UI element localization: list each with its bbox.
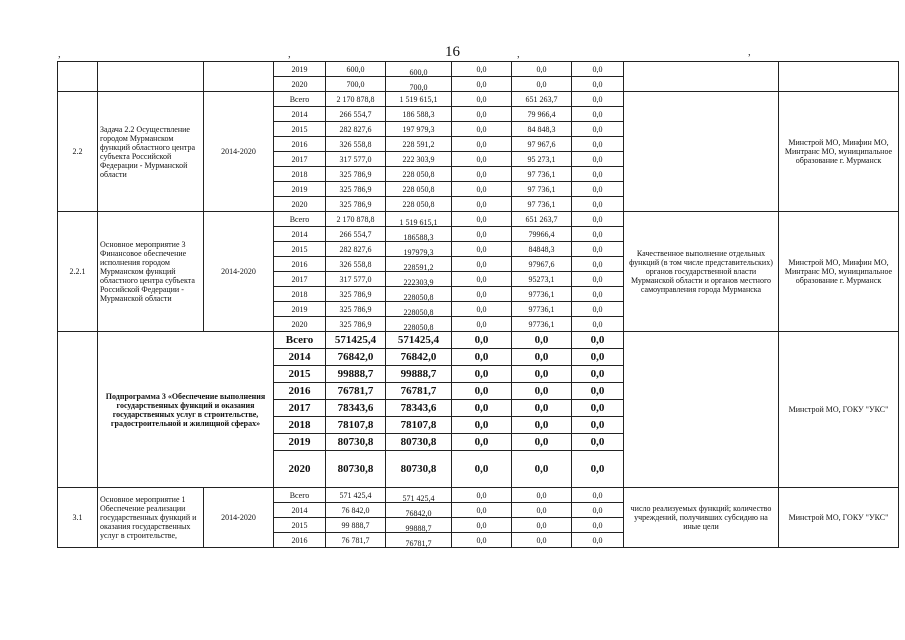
other-sources-cell: 0,0 <box>572 366 624 383</box>
federal-budget-cell: 0,0 <box>452 122 512 137</box>
regional-budget-cell: 222 303,9 <box>386 152 452 167</box>
other-sources-cell: 0,0 <box>572 182 624 197</box>
local-budget-cell: 97 736,1 <box>512 197 572 212</box>
regional-budget-cell <box>386 287 452 302</box>
name-cell: Основное мероприятие 3 Финансовое обеспечение исполнения городом Мурманском функций областного центра субъекта Российской Федерации - Мурманской области <box>98 212 204 332</box>
local-budget-cell: 79 966,4 <box>512 107 572 122</box>
regional-budget-cell: 76781,7 <box>386 383 452 400</box>
federal-budget-cell: 0,0 <box>452 77 512 92</box>
num-cell <box>58 62 98 92</box>
other-sources-cell: 0,0 <box>572 503 624 518</box>
federal-budget-cell: 0,0 <box>452 518 512 533</box>
other-sources-cell: 0,0 <box>572 167 624 182</box>
federal-budget-cell: 0,0 <box>452 167 512 182</box>
local-budget-cell: 0,0 <box>512 62 572 77</box>
local-budget-cell: 0,0 <box>512 417 572 434</box>
year-cell: 2016 <box>274 137 326 152</box>
regional-budget-cell <box>386 533 452 548</box>
total-cell: 325 786,9 <box>326 167 386 182</box>
page-number: 16 <box>445 44 460 60</box>
period-cell <box>204 62 274 92</box>
year-cell: 2019 <box>274 434 326 451</box>
other-sources-cell: 0,0 <box>572 533 624 548</box>
local-budget-cell: 651 263,7 <box>512 92 572 107</box>
federal-budget-cell: 0,0 <box>452 62 512 77</box>
regional-budget-cell: 228 050,8 <box>386 167 452 182</box>
total-cell: 326 558,8 <box>326 257 386 272</box>
local-budget-cell: 0,0 <box>512 533 572 548</box>
local-budget-cell: 0,0 <box>512 434 572 451</box>
regional-budget-cell: 99888,7 <box>386 366 452 383</box>
other-sources-cell: 0,0 <box>572 332 624 349</box>
local-budget-cell: 97 736,1 <box>512 167 572 182</box>
year-cell: Всего <box>274 488 326 503</box>
year-cell: 2015 <box>274 122 326 137</box>
table-row <box>58 332 899 349</box>
period-cell: 2014-2020 <box>204 212 274 332</box>
regional-budget-cell: 78107,8 <box>386 417 452 434</box>
other-sources-cell: 0,0 <box>572 518 624 533</box>
budget-table <box>57 61 899 548</box>
table-row <box>58 92 899 107</box>
regional-budget-cell: 228 591,2 <box>386 137 452 152</box>
local-budget-cell: 97736,1 <box>512 317 572 332</box>
other-sources-cell: 0,0 <box>572 257 624 272</box>
total-cell: 2 170 878,8 <box>326 92 386 107</box>
subprogram-name: Подпрограмма 3 «Обеспечение выполнения государственных функций и оказания государственных услуг в строительстве, градостроительной и жилищной сферах» <box>98 332 274 488</box>
local-budget-cell: 84 848,3 <box>512 122 572 137</box>
other-sources-cell: 0,0 <box>572 62 624 77</box>
local-budget-cell: 0,0 <box>512 383 572 400</box>
local-budget-cell: 95273,1 <box>512 272 572 287</box>
local-budget-cell: 0,0 <box>512 349 572 366</box>
regional-budget-cell <box>386 227 452 242</box>
total-cell: 282 827,6 <box>326 242 386 257</box>
regional-budget-cell <box>386 518 452 533</box>
local-budget-cell: 97967,6 <box>512 257 572 272</box>
federal-budget-cell: 0,0 <box>452 197 512 212</box>
year-cell: 2014 <box>274 349 326 366</box>
regional-budget-cell: 76842,0 <box>386 349 452 366</box>
other-sources-cell: 0,0 <box>572 92 624 107</box>
year-cell: Всего <box>274 212 326 227</box>
local-budget-cell: 97736,1 <box>512 302 572 317</box>
other-sources-cell: 0,0 <box>572 122 624 137</box>
year-cell: Всего <box>274 92 326 107</box>
table-row <box>58 62 899 77</box>
local-budget-cell: 0,0 <box>512 400 572 417</box>
scan-speck: , <box>58 48 61 60</box>
regional-budget-value: 228050,8 <box>403 322 434 332</box>
year-cell: 2019 <box>274 182 326 197</box>
local-budget-cell: 84848,3 <box>512 242 572 257</box>
year-cell: 2015 <box>274 242 326 257</box>
total-cell: 76781,7 <box>326 383 386 400</box>
regional-budget-cell: 228 050,8 <box>386 197 452 212</box>
result-cell <box>624 92 779 212</box>
total-cell: 325 786,9 <box>326 317 386 332</box>
regional-budget-cell: 1 519 615,1 <box>386 92 452 107</box>
name-cell: Задача 2.2 Осуществление городом Мурманском функций областного центра субъекта Российской Федерации - Мурманской области <box>98 92 204 212</box>
regional-budget-cell <box>386 272 452 287</box>
federal-budget-cell: 0,0 <box>452 212 512 227</box>
federal-budget-cell: 0,0 <box>452 317 512 332</box>
other-sources-cell: 0,0 <box>572 197 624 212</box>
year-cell: 2020 <box>274 317 326 332</box>
year-cell: 2018 <box>274 287 326 302</box>
year-cell: 2017 <box>274 400 326 417</box>
regional-budget-value: 228050,8 <box>403 292 434 302</box>
total-cell: 266 554,7 <box>326 107 386 122</box>
num-cell: 2.2.1 <box>58 212 98 332</box>
responsible-cell: Минстрой МО, ГОКУ "УКС" <box>779 332 899 488</box>
local-budget-cell: 651 263,7 <box>512 212 572 227</box>
federal-budget-cell: 0,0 <box>452 488 512 503</box>
total-cell: 78107,8 <box>326 417 386 434</box>
other-sources-cell: 0,0 <box>572 400 624 417</box>
year-cell: 2018 <box>274 417 326 434</box>
year-cell: 2016 <box>274 257 326 272</box>
federal-budget-cell: 0,0 <box>452 272 512 287</box>
regional-budget-cell <box>386 62 452 77</box>
federal-budget-cell: 0,0 <box>452 366 512 383</box>
local-budget-cell: 97736,1 <box>512 287 572 302</box>
responsible-cell: Минстрой МО, Минфин МО, Минтранс МО, муниципальное образование г. Мурманск <box>779 212 899 332</box>
federal-budget-cell: 0,0 <box>452 137 512 152</box>
responsible-cell: Минстрой МО, Минфин МО, Минтранс МО, муниципальное образование г. Мурманск <box>779 92 899 212</box>
year-cell: 2020 <box>274 451 326 488</box>
regional-budget-value: 99888,7 <box>405 523 432 533</box>
year-cell: 2017 <box>274 152 326 167</box>
federal-budget-cell: 0,0 <box>452 332 512 349</box>
federal-budget-cell: 0,0 <box>452 533 512 548</box>
local-budget-cell: 0,0 <box>512 332 572 349</box>
other-sources-cell: 0,0 <box>572 272 624 287</box>
table-body <box>58 62 899 548</box>
scan-speck: , <box>288 48 291 60</box>
regional-budget-cell <box>386 302 452 317</box>
other-sources-cell: 0,0 <box>572 212 624 227</box>
total-cell: 80730,8 <box>326 451 386 488</box>
year-cell: Всего <box>274 332 326 349</box>
num-cell: 3.1 <box>58 488 98 548</box>
other-sources-cell: 0,0 <box>572 349 624 366</box>
other-sources-cell: 0,0 <box>572 451 624 488</box>
regional-budget-cell: 80730,8 <box>386 451 452 488</box>
federal-budget-cell: 0,0 <box>452 287 512 302</box>
total-cell: 76 781,7 <box>326 533 386 548</box>
other-sources-cell: 0,0 <box>572 152 624 167</box>
local-budget-cell: 97 967,6 <box>512 137 572 152</box>
total-cell: 99888,7 <box>326 366 386 383</box>
federal-budget-cell: 0,0 <box>452 451 512 488</box>
regional-budget-value: 571 425,4 <box>402 493 435 503</box>
other-sources-cell: 0,0 <box>572 317 624 332</box>
local-budget-cell: 0,0 <box>512 503 572 518</box>
year-cell: 2020 <box>274 77 326 92</box>
total-cell: 600,0 <box>326 62 386 77</box>
year-cell: 2019 <box>274 302 326 317</box>
num-cell: 2.2 <box>58 92 98 212</box>
local-budget-cell: 79966,4 <box>512 227 572 242</box>
federal-budget-cell: 0,0 <box>452 107 512 122</box>
year-cell: 2016 <box>274 383 326 400</box>
total-cell: 326 558,8 <box>326 137 386 152</box>
regional-budget-value: 222303,9 <box>403 277 434 287</box>
total-cell: 325 786,9 <box>326 182 386 197</box>
federal-budget-cell: 0,0 <box>452 242 512 257</box>
period-cell: 2014-2020 <box>204 92 274 212</box>
total-cell: 325 786,9 <box>326 197 386 212</box>
other-sources-cell: 0,0 <box>572 287 624 302</box>
year-cell: 2019 <box>274 62 326 77</box>
total-cell: 317 577,0 <box>326 272 386 287</box>
local-budget-cell: 0,0 <box>512 451 572 488</box>
responsible-cell: Минстрой МО, ГОКУ "УКС" <box>779 488 899 548</box>
regional-budget-value: 228050,8 <box>403 307 434 317</box>
federal-budget-cell: 0,0 <box>452 257 512 272</box>
regional-budget-value: 228591,2 <box>403 262 434 272</box>
federal-budget-cell: 0,0 <box>452 434 512 451</box>
total-cell: 2 170 878,8 <box>326 212 386 227</box>
other-sources-cell: 0,0 <box>572 77 624 92</box>
federal-budget-cell: 0,0 <box>452 92 512 107</box>
regional-budget-cell <box>386 488 452 503</box>
regional-budget-cell: 80730,8 <box>386 434 452 451</box>
federal-budget-cell: 0,0 <box>452 227 512 242</box>
regional-budget-cell: 228 050,8 <box>386 182 452 197</box>
local-budget-cell: 0,0 <box>512 366 572 383</box>
responsible-cell <box>779 62 899 92</box>
result-cell: число реализуемых функций; количество учреждений, получивших субсидию на иные цели <box>624 488 779 548</box>
federal-budget-cell: 0,0 <box>452 400 512 417</box>
local-budget-cell: 0,0 <box>512 518 572 533</box>
total-cell: 99 888,7 <box>326 518 386 533</box>
table-row <box>58 488 899 503</box>
scan-speck: , <box>517 48 520 60</box>
year-cell: 2014 <box>274 503 326 518</box>
total-cell: 266 554,7 <box>326 227 386 242</box>
federal-budget-cell: 0,0 <box>452 503 512 518</box>
regional-budget-value: 186588,3 <box>403 232 434 242</box>
regional-budget-value: 700,0 <box>409 82 428 92</box>
total-cell: 282 827,6 <box>326 122 386 137</box>
other-sources-cell: 0,0 <box>572 383 624 400</box>
year-cell: 2017 <box>274 272 326 287</box>
year-cell: 2015 <box>274 366 326 383</box>
year-cell: 2016 <box>274 533 326 548</box>
local-budget-cell: 0,0 <box>512 77 572 92</box>
year-cell: 2018 <box>274 167 326 182</box>
regional-budget-value: 1 519 615,1 <box>399 217 438 227</box>
regional-budget-cell: 78343,6 <box>386 400 452 417</box>
federal-budget-cell: 0,0 <box>452 417 512 434</box>
regional-budget-cell: 197 979,3 <box>386 122 452 137</box>
result-cell <box>624 332 779 488</box>
table-row <box>58 212 899 227</box>
year-cell: 2014 <box>274 227 326 242</box>
federal-budget-cell: 0,0 <box>452 383 512 400</box>
period-cell: 2014-2020 <box>204 488 274 548</box>
local-budget-cell: 95 273,1 <box>512 152 572 167</box>
total-cell: 80730,8 <box>326 434 386 451</box>
year-cell: 2015 <box>274 518 326 533</box>
name-cell <box>98 62 204 92</box>
total-cell: 325 786,9 <box>326 302 386 317</box>
total-cell: 76842,0 <box>326 349 386 366</box>
regional-budget-value: 76842,0 <box>405 508 432 518</box>
other-sources-cell: 0,0 <box>572 417 624 434</box>
total-cell: 700,0 <box>326 77 386 92</box>
regional-budget-cell: 186 588,3 <box>386 107 452 122</box>
year-cell: 2014 <box>274 107 326 122</box>
regional-budget-cell <box>386 317 452 332</box>
num-cell <box>58 332 98 488</box>
other-sources-cell: 0,0 <box>572 242 624 257</box>
result-cell <box>624 62 779 92</box>
federal-budget-cell: 0,0 <box>452 152 512 167</box>
federal-budget-cell: 0,0 <box>452 349 512 366</box>
total-cell: 76 842,0 <box>326 503 386 518</box>
local-budget-cell: 0,0 <box>512 488 572 503</box>
total-cell: 78343,6 <box>326 400 386 417</box>
total-cell: 325 786,9 <box>326 287 386 302</box>
regional-budget-cell <box>386 212 452 227</box>
other-sources-cell: 0,0 <box>572 107 624 122</box>
regional-budget-cell <box>386 503 452 518</box>
name-cell: Основное мероприятие 1 Обеспечение реализации государственных функций и оказания государственных услуг в строительстве, <box>98 488 204 548</box>
regional-budget-value: 197979,3 <box>403 247 434 257</box>
total-cell: 571 425,4 <box>326 488 386 503</box>
other-sources-cell: 0,0 <box>572 137 624 152</box>
year-cell: 2020 <box>274 197 326 212</box>
regional-budget-cell <box>386 257 452 272</box>
regional-budget-value: 76781,7 <box>405 538 432 548</box>
other-sources-cell: 0,0 <box>572 488 624 503</box>
other-sources-cell: 0,0 <box>572 434 624 451</box>
federal-budget-cell: 0,0 <box>452 182 512 197</box>
federal-budget-cell: 0,0 <box>452 302 512 317</box>
regional-budget-value: 600,0 <box>409 67 428 77</box>
scan-speck: , <box>748 46 751 58</box>
result-cell: Качественное выполнение отдельных функций (в том числе представительских) органов государственной власти Мурманской области и органов местного самоуправления города Мурманска <box>624 212 779 332</box>
regional-budget-cell <box>386 77 452 92</box>
total-cell: 571425,4 <box>326 332 386 349</box>
total-cell: 317 577,0 <box>326 152 386 167</box>
regional-budget-cell: 571425,4 <box>386 332 452 349</box>
regional-budget-cell <box>386 242 452 257</box>
other-sources-cell: 0,0 <box>572 302 624 317</box>
other-sources-cell: 0,0 <box>572 227 624 242</box>
local-budget-cell: 97 736,1 <box>512 182 572 197</box>
